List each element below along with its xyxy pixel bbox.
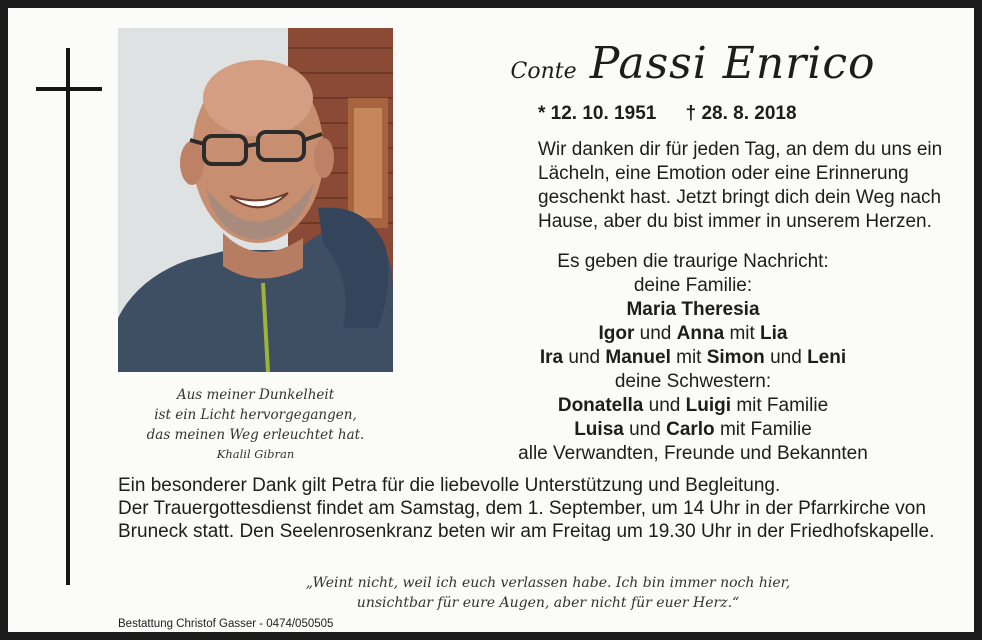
name-title: Conte — [510, 59, 577, 84]
deceased-name: Passi Enrico — [589, 38, 876, 89]
daughter-child-name: Simon — [706, 347, 765, 368]
quote-line: ist ein Licht hervorgegangen, — [154, 407, 357, 423]
family-line-son — [403, 322, 982, 346]
daughter-name: Ira — [539, 347, 564, 368]
cross-icon — [66, 48, 70, 585]
thanks-line: Ein besonderer Dank gilt Petra für die liebevolle Unterstützung und Begleitung. — [118, 475, 781, 496]
death-date: † 28. 8. 2018 — [685, 103, 797, 124]
son-name: Igor — [598, 323, 635, 344]
family-line-sister — [403, 394, 982, 418]
sister-partner-name: Luigi — [685, 395, 732, 416]
closing-line: unsichtbar für eure Augen, aber nicht für euer Herz.“ — [356, 595, 740, 611]
closing-quote — [118, 573, 978, 613]
sister-name: Luisa — [574, 419, 624, 440]
word-and: und — [770, 347, 802, 368]
word-and: und — [648, 395, 681, 416]
son-partner-name: Anna — [676, 323, 725, 344]
sisters-group-label: deine Schwestern: — [614, 371, 772, 392]
birth-date: * 12. 10. 1951 — [538, 103, 657, 124]
sister-partner-name: Carlo — [666, 419, 715, 440]
relatives-line: alle Verwandten, Freunde und Bekannten — [518, 443, 868, 464]
sister-name: Donatella — [557, 395, 644, 416]
family-group-label: deine Familie: — [633, 275, 753, 296]
family-list — [403, 250, 982, 466]
word-with-family: mit Familie — [736, 395, 829, 416]
closing-line: „Weint nicht, weil ich euch verlassen habe. Ich bin immer noch hier, — [305, 575, 791, 591]
quote-line: Aus meiner Dunkelheit — [176, 387, 335, 403]
word-and: und — [629, 419, 661, 440]
quote-author: Khalil Gibran — [216, 447, 295, 461]
life-dates — [538, 103, 797, 125]
quote-line: das meinen Weg erleuchtet hat. — [146, 427, 365, 443]
announce-line: Es geben die traurige Nachricht: — [557, 251, 829, 272]
family-line-daughter — [403, 346, 982, 370]
portrait-photo — [118, 28, 393, 372]
intro-text: Wir danken dir für jeden Tag, an dem du uns ein Lächeln, eine Emotion oder eine Erinnerung geschenkt hast. Jetzt bringt dich dein Weg nach Hause, aber du bist immer in unserem Herzen. — [538, 139, 943, 232]
wife-name: Maria Theresia — [626, 299, 760, 320]
service-info: Der Trauergottesdienst findet am Samstag, dem 1. September, um 14 Uhr in der Pfarrkirche von Bruneck statt. Den Seelenrosenkranz beten wir am Freitag um 19.30 Uhr in der Friedhofskapelle. — [118, 498, 935, 542]
family-line-sister — [403, 418, 982, 442]
thanks-block — [118, 474, 978, 543]
cross-icon-bar — [36, 87, 102, 91]
quote-block — [118, 385, 393, 464]
deceased-name-line — [403, 38, 982, 89]
funeral-home: Bestattung Christof Gasser - 0474/050505 — [118, 618, 334, 630]
son-child-name: Lia — [760, 323, 788, 344]
word-and: und — [639, 323, 672, 344]
word-with-family: mit Familie — [719, 419, 812, 440]
word-with: mit — [676, 347, 702, 368]
daughter-child-name: Leni — [807, 347, 847, 368]
word-with: mit — [729, 323, 755, 344]
daughter-partner-name: Manuel — [605, 347, 671, 368]
word-and: und — [568, 347, 601, 368]
